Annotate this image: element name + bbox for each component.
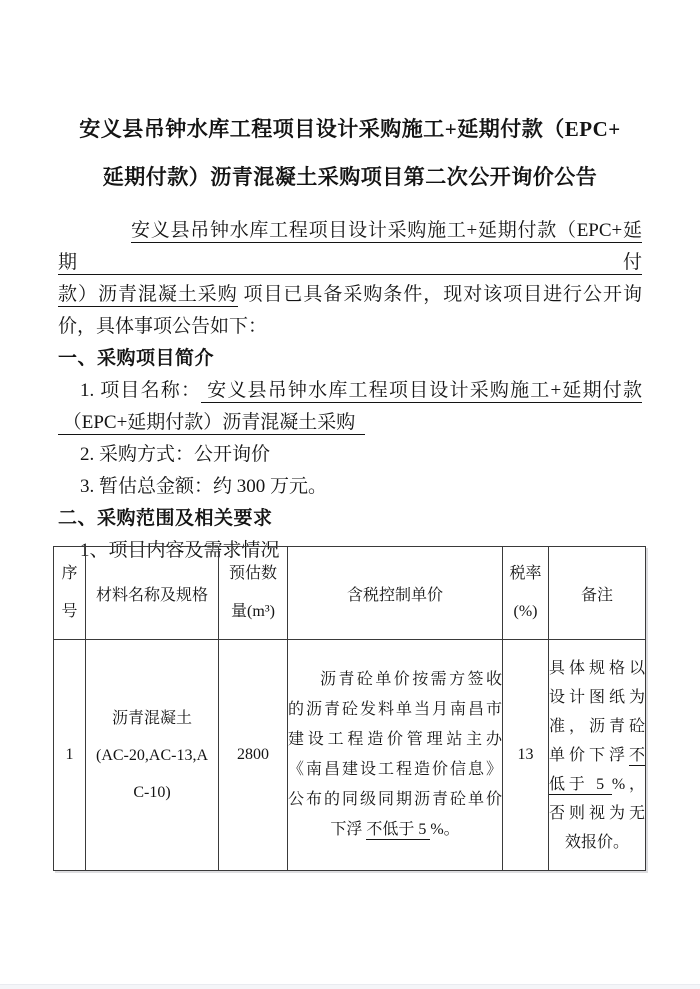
header-cell-price: 含税控制单价 — [288, 547, 503, 640]
title-line-2: 延期付款）沥青混凝土采购项目第二次公开询价公告 — [102, 165, 598, 189]
header-cell-no: 序 号 — [54, 547, 86, 640]
table-header-row — [54, 547, 646, 640]
cell-no: 1 — [54, 640, 86, 871]
requirements-table — [53, 546, 646, 871]
item3-estimated-amount: 3. 暂估总金额：约 300 万元。 — [80, 476, 328, 497]
cell-remark: 具体规格以 设计图纸为 准，沥青砼 单价下浮不 低于 5 %， 否则视为无 效报价。 — [549, 640, 646, 871]
section2-sub-item: 1、项目内容及需求情况 — [80, 540, 280, 561]
item1-project-name-line-2: （EPC+延期付款）沥青混凝土采购 — [58, 412, 365, 433]
cell-price: 沥青砼单价按需方签收 的沥青砼发料单当月南昌市 建设工程造价管理站主办 《南昌建设工程造价信息》 公布的同级同期沥青砼单价 下浮 不低于 5 %。 — [288, 640, 503, 871]
item1-project-name-line-1: 1. 项目名称： 安义县吊钟水库工程项目设计采购施工+延期付款 — [80, 380, 642, 401]
header-cell-material: 材料名称及规格 — [86, 547, 219, 640]
table-row — [54, 640, 646, 871]
header-cell-tax: 税率 (%) — [503, 547, 549, 640]
intro-line-1: 安义县吊钟水库工程项目设计采购施工+延期付款（EPC+延期付 — [58, 220, 642, 273]
intro-line-3: 价，具体事项公告如下： — [58, 316, 268, 337]
intro-paragraph — [58, 215, 642, 343]
title-line-1: 安义县吊钟水库工程项目设计采购施工+延期付款（EPC+ — [79, 117, 621, 141]
item2-procurement-method: 2. 采购方式：公开询价 — [80, 444, 271, 465]
header-cell-quantity: 预估数 量(m³) — [219, 547, 288, 640]
document-title — [58, 105, 642, 201]
document-body — [58, 105, 642, 567]
section1-heading: 一、采购项目简介 — [58, 348, 215, 369]
cell-tax: 13 — [503, 640, 549, 871]
intro-line-2: 款）沥青混凝土采购 项目已具备采购条件，现对该项目进行公开询 — [58, 284, 642, 305]
cell-material: 沥青混凝土 (AC-20,AC-13,A C-10) — [86, 640, 219, 871]
header-cell-remark: 备注 — [549, 547, 646, 640]
section2-heading: 二、采购范围及相关要求 — [58, 508, 273, 529]
page-bottom-edge — [0, 984, 700, 989]
cell-quantity: 2800 — [219, 640, 288, 871]
